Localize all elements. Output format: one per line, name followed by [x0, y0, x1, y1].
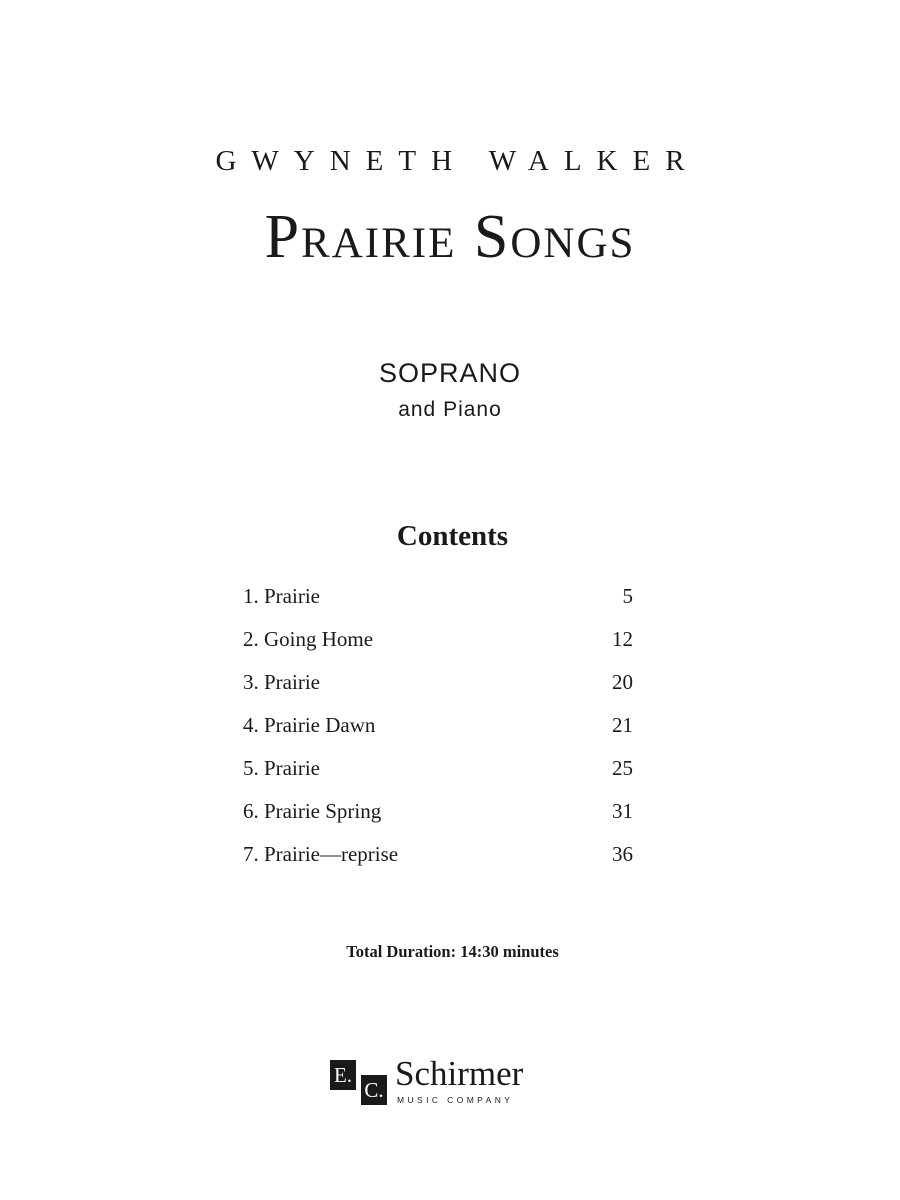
- toc-item-title: 6. Prairie Spring: [243, 799, 382, 823]
- toc-item: [243, 583, 633, 626]
- logo-e-box: E.: [330, 1060, 356, 1090]
- total-duration: Total Duration: 14:30 minutes: [346, 942, 559, 961]
- toc-item-page: 20: [612, 670, 633, 694]
- toc-item-page: 36: [612, 842, 633, 866]
- toc-item: [243, 712, 633, 755]
- logo-c-box: C.: [361, 1075, 387, 1105]
- accompaniment: and Piano: [398, 398, 502, 421]
- toc-item-page: 21: [612, 713, 633, 737]
- voice-type: SOPRANO: [378, 358, 522, 388]
- toc-item: [243, 626, 633, 669]
- composer-name: GWYNETH WALKER: [215, 145, 700, 177]
- toc-item: [243, 841, 633, 884]
- work-title: Prairie Songs: [264, 203, 636, 271]
- toc-item-page: 25: [612, 756, 633, 780]
- toc-item-title: 1. Prairie: [243, 584, 320, 608]
- toc-item-page: 12: [612, 627, 633, 651]
- toc-item-title: 5. Prairie: [243, 756, 320, 780]
- table-of-contents: [243, 583, 633, 884]
- toc-item-title: 3. Prairie: [243, 670, 320, 694]
- toc-item-title: 7. Prairie—reprise: [243, 842, 399, 866]
- toc-item-title: 2. Going Home: [243, 627, 374, 651]
- publisher-logo: [330, 1054, 570, 1110]
- toc-item: [243, 798, 633, 841]
- contents-heading: Contents: [396, 520, 509, 552]
- publisher-subtitle: MUSIC COMPANY: [397, 1095, 514, 1105]
- publisher-name: Schirmer: [395, 1054, 524, 1093]
- toc-item-page: 5: [622, 584, 633, 608]
- toc-item: [243, 669, 633, 712]
- toc-item: [243, 755, 633, 798]
- toc-item-title: 4. Prairie Dawn: [243, 713, 376, 737]
- toc-item-page: 31: [612, 799, 633, 823]
